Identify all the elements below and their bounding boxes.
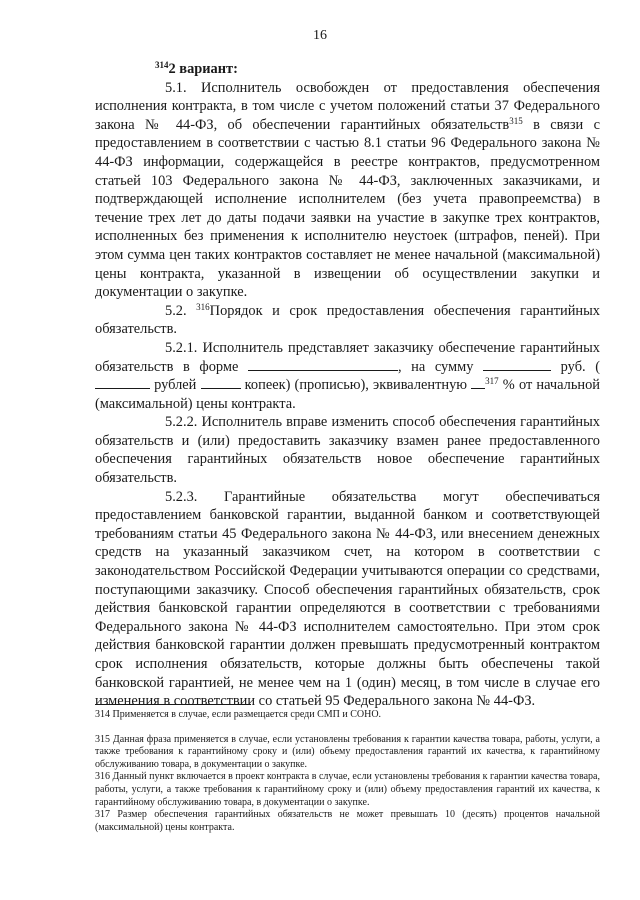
paragraph-5-1-text-a: 5.1. Исполнитель освобожден от предоставления обеспечения исполнения контракта, в том числе с учетом положений статьи 37 Федерального закона № 44-ФЗ, об обеспечении гарантийных обязательств [95,79,600,133]
paragraph-5-2-text: Порядок и срок предоставления обеспечения гарантийных обязательств. [95,302,600,338]
page-number: 16 [313,28,327,43]
rubles-blank [95,376,150,389]
footnote-ref-315: 315 [509,115,523,126]
paragraph-5-2 [95,302,600,339]
footnote-separator [95,704,251,705]
section-heading [95,60,600,79]
paragraph-5-2-number: 5.2. [165,302,197,319]
paragraph-5-2-2: 5.2.2. Исполнитель вправе изменить способ обеспечения гарантийных обязательств и (или) предоставить заказчику взамен ранее предоставленного обеспечения гарантийных обязательств новое обеспечение гарантийных обязательств. [95,414,600,487]
footnote-317: 317 Размер обеспечения гарантийных обязательств не может превышать 10 (десять) процентов начальной (максимальной) цены контракта. [95,809,600,833]
paragraph-5-1-text-b: в связи с предоставлением в соответствии с частью 8.1 статьи 96 Федерального закона № 44-ФЗ информации, содержащейся в реестре контрактов, предусмотренном статьей 103 Федерального закона № 44-ФЗ, заключенных заказчиками, и подтверждающей исполнение исполнителем (без учета правопреемства) в течение трех лет до даты подачи заявки на участие в закупке трех контрактов, исполненных без применения к исполнителю неустоек (штрафов, пеней). При этом сумма цен таких контрактов составляет не менее начальной (максимальной) цены контракта, указанной в извещении об осуществлении закупки и документации о закупке. [95,116,600,301]
paragraph-5-2-1-text-b: , на сумму [397,358,484,375]
form-blank [248,358,398,371]
footnote-314: 314 Применяется в случае, если размещается среди СМП и СОНО. [95,709,382,720]
document-body [95,60,600,711]
footnotes [95,709,600,834]
paragraph-5-2-1-text-d: рублей [150,377,201,394]
footnote-ref-314: 314 [155,60,169,70]
paragraph-5-2-1-text-c: руб. ( [551,358,601,375]
sum-blank [483,358,551,371]
percent-blank [471,376,485,389]
footnote-315: 315 Данная фраза применяется в случае, если установлены требования к гарантии качества товара, работы, услуги, а также требования к гарантийному сроку и (или) объему предоставления гарантий их качества, к гарантийному обслуживанию товара, в документации о закупке. [95,733,600,770]
paragraph-5-2-1-text-f: % от начальной (максимальной) цены контракта. [95,377,600,412]
paragraph-5-2-1-text-a: 5.2.1. Исполнитель представляет заказчику обеспечение гарантийных обязательств в форме [95,339,600,375]
footnote-ref-316: 316 [196,301,210,312]
footnote-316: 316 Данный пункт включается в проект контракта в случае, если установлены требования к гарантии качества товара, работы, услуги, а также требования к гарантийному сроку и (или) объему предоставления гарантий их качества, к гарантийному обслуживанию товара, в документации о закупке. [95,771,600,808]
paragraph-5-2-3: 5.2.3. Гарантийные обязательства могут обеспечиваться предоставлением банковской гарантии, выданной банком и соответствующей требованиям статьи 45 Федерального закона № 44-ФЗ, или внесением денежных средств на указанный заказчиком счет, на котором в соответствии с законодательством Российской Федерации учитываются операции со средствами, поступающими заказчику. Способ обеспечения гарантийных обязательств, срок действия банковской гарантии определяются в соответствии с требованиями Федерального закона № 44-ФЗ исполнителем самостоятельно. При этом срок действия банковской гарантии должен превышать предусмотренный контрактом срок исполнения обязательств, которые должны быть обеспечены такой банковской гарантией, не менее чем на 1 (один) месяц, в том числе в случае его изменения в соответствии со статьей 95 Федерального закона № 44-ФЗ. [95,488,600,710]
paragraph-5-1 [95,79,600,302]
footnote-ref-317: 317 [485,376,499,387]
kopecks-blank [201,376,241,389]
paragraph-5-2-1 [95,339,600,413]
paragraph-5-2-1-text-e: копеек) (прописью), эквивалентную [240,377,472,394]
heading-text: 2 вариант: [168,61,238,77]
